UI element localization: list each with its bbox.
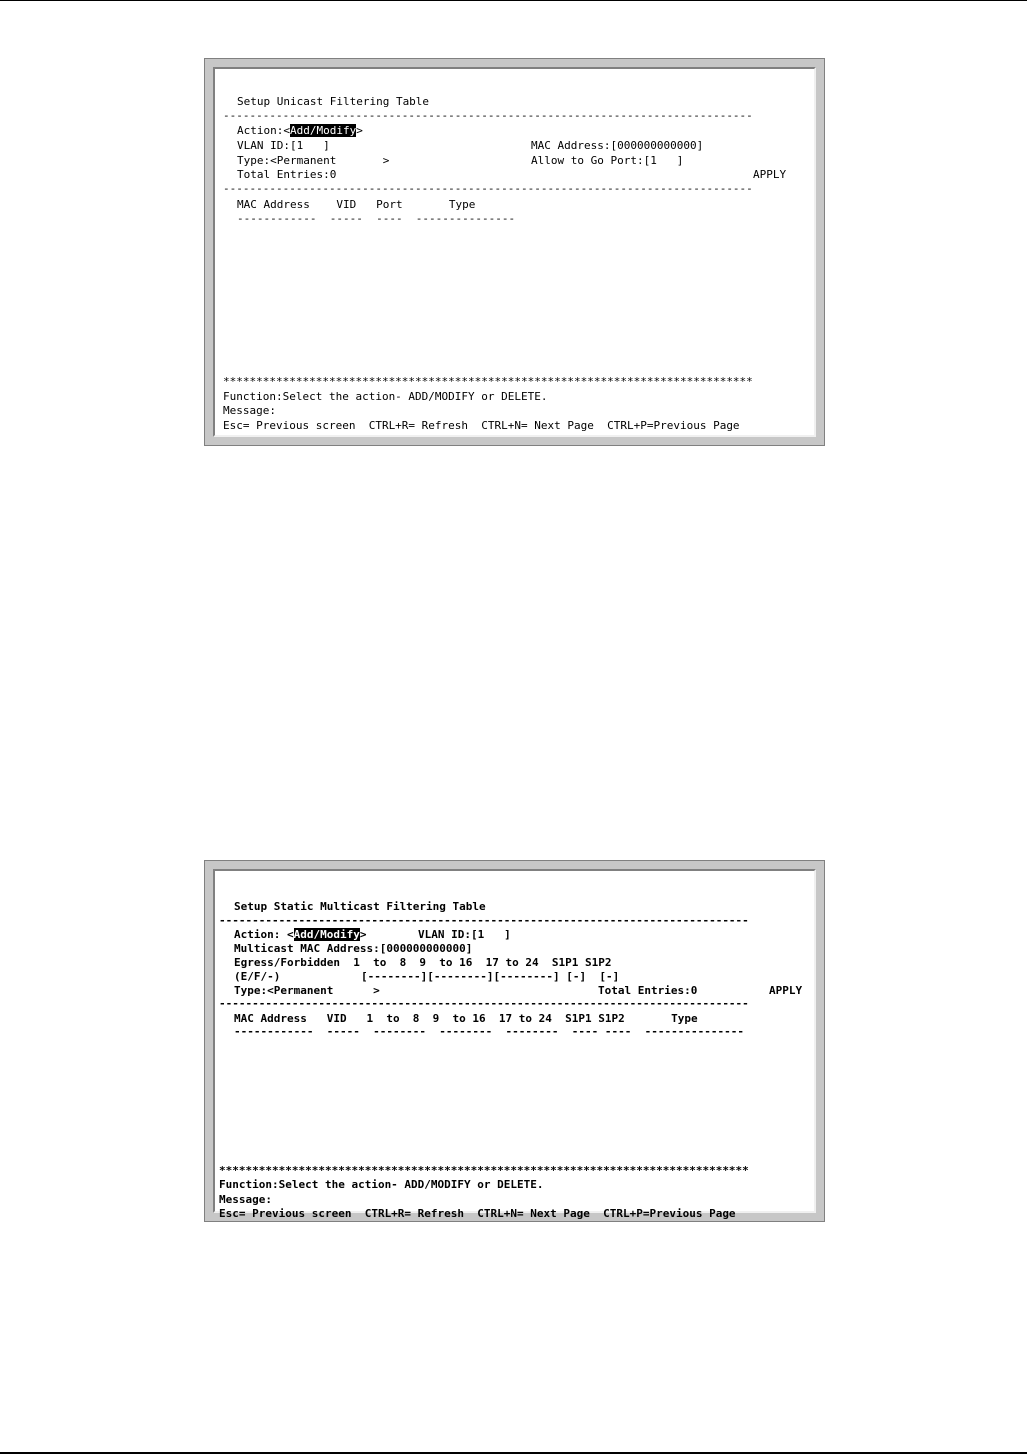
multicast-separator-star: ******************************************************************************** [219,1164,749,1177]
key-hints: Esc= Previous screen CTRL+R= Refresh CTRL+N= Next Page CTRL+P=Previous Page [223,419,740,432]
message-line: Message: [219,1193,272,1206]
unicast-separator-mid: -------------------------------------------------------------------------------- [223,182,753,195]
multicast-separator-top: -------------------------------------------------------------------------------- [219,914,749,927]
mac-address-field[interactable]: MAC Address:[000000000000] [531,139,704,152]
apply-button[interactable]: APPLY [769,984,803,997]
function-help: Function:Select the action- ADD/MODIFY or DELETE. [223,390,548,403]
table-column-underline: ------------ ----- -------- -------- -------- ---- ---- --------------- [234,1025,744,1038]
egress-port-fields[interactable]: [--------][--------][--------] [-] [-] [361,970,620,983]
multicast-title: Setup Static Multicast Filtering Table [234,900,486,913]
total-entries: Total Entries:0 [237,168,337,181]
function-help: Function:Select the action- ADD/MODIFY or DELETE. [219,1178,544,1191]
unicast-filtering-window [204,58,825,446]
egress-forbidden-header: Egress/Forbidden 1 to 8 9 to 16 17 to 24 S1P1 S1P2 [234,956,612,969]
vlan-id-field[interactable]: VLAN ID:[1 ] [237,139,330,152]
page-bottom-rule [0,1452,1027,1454]
unicast-action-row [237,124,363,139]
unicast-separator-star: ******************************************************************************** [223,375,753,388]
multicast-mac-address-field[interactable]: Multicast MAC Address:[000000000000] [234,942,473,955]
apply-button[interactable]: APPLY [753,168,787,181]
multicast-terminal-screen [213,869,816,1220]
unicast-title: Setup Unicast Filtering Table [237,95,430,108]
table-column-headers: MAC Address VID 1 to 8 9 to 16 17 to 24 S1P1 S1P2 Type [234,1012,698,1025]
action-label: Action: < [234,928,294,941]
key-hints: Esc= Previous screen CTRL+R= Refresh CTRL+N= Next Page CTRL+P=Previous Page [219,1207,736,1220]
table-column-underline: ------------ ----- ---- --------------- [237,212,516,225]
action-select[interactable]: Add/Modify [289,124,357,137]
multicast-filtering-window [204,860,825,1222]
message-line: Message: [223,404,276,417]
page-top-rule [0,0,1027,1]
action-select[interactable]: Add/Modify [293,928,360,941]
table-column-headers: MAC Address VID Port Type [237,198,476,211]
unicast-separator-top: -------------------------------------------------------------------------------- [223,109,753,122]
vlan-id-field[interactable]: VLAN ID:[1 ] [418,928,511,941]
type-select[interactable]: Type:<Permanent > [237,154,390,167]
multicast-separator-mid: -------------------------------------------------------------------------------- [219,997,749,1010]
total-entries: Total Entries:0 [598,984,698,997]
action-close: > [359,928,367,941]
type-select[interactable]: Type:<Permanent > [234,984,380,997]
unicast-terminal-screen [213,67,816,437]
efm-label: (E/F/-) [234,970,281,983]
action-label: Action:< [237,124,290,137]
multicast-action-row [234,928,366,943]
action-close: > [356,124,363,137]
allow-to-go-port-field[interactable]: Allow to Go Port:[1 ] [531,154,684,167]
